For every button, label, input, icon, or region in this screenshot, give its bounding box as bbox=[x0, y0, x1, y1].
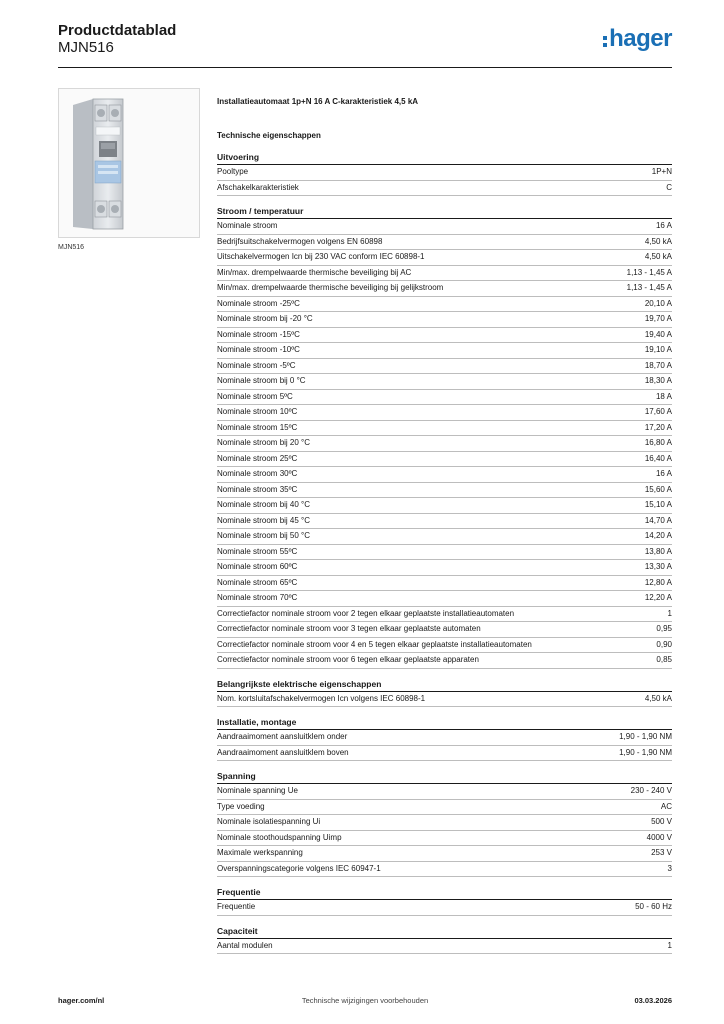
spec-value: 16 A bbox=[655, 469, 672, 478]
spec-value: 50 - 60 Hz bbox=[635, 902, 672, 911]
spec-value: 4000 V bbox=[646, 832, 672, 842]
spec-label: Nominale stroom 70ºC bbox=[217, 593, 298, 602]
spec-value: 12,20 A bbox=[644, 593, 672, 602]
spec-label: Nominale stroom -5ºC bbox=[217, 360, 296, 370]
spec-label: Nominale stroom bij -20 °C bbox=[217, 314, 313, 323]
spec-section bbox=[217, 925, 672, 955]
spec-row bbox=[217, 900, 672, 916]
spec-label: Nominale stroom 10ºC bbox=[217, 407, 298, 416]
spec-value: 16 A bbox=[655, 221, 672, 230]
spec-section bbox=[217, 678, 672, 708]
spec-section bbox=[217, 770, 672, 877]
spec-value: 13,30 A bbox=[644, 562, 672, 571]
spec-row bbox=[217, 181, 672, 197]
spec-row bbox=[217, 746, 672, 762]
spec-label: Correctiefactor nominale stroom voor 6 tegen elkaar geplaatste apparaten bbox=[217, 655, 479, 664]
spec-label: Type voeding bbox=[217, 801, 265, 811]
spec-row bbox=[217, 297, 672, 313]
spec-row bbox=[217, 529, 672, 545]
spec-row bbox=[217, 815, 672, 831]
spec-label: Nominale stroom bij 50 °C bbox=[217, 531, 311, 540]
spec-label: Nominale stroom -15ºC bbox=[217, 329, 300, 339]
spec-value: 500 V bbox=[651, 817, 672, 826]
spec-row bbox=[217, 219, 672, 235]
spec-label: Nominale spanning Ue bbox=[217, 786, 298, 795]
spec-row bbox=[217, 730, 672, 746]
spec-label: Nom. kortsluitafschakelvermogen Icn volgens IEC 60898-1 bbox=[217, 693, 426, 703]
spec-row bbox=[217, 235, 672, 251]
spec-row bbox=[217, 281, 672, 297]
spec-value: 4,50 kA bbox=[644, 236, 672, 246]
spec-value: 4,50 kA bbox=[644, 693, 672, 703]
page-footer bbox=[58, 996, 672, 1008]
spec-value: C bbox=[666, 182, 672, 192]
spec-row bbox=[217, 653, 672, 669]
spec-row bbox=[217, 328, 672, 344]
spec-label: Nominale stroom -25ºC bbox=[217, 298, 300, 308]
spec-row bbox=[217, 312, 672, 328]
spec-row bbox=[217, 467, 672, 483]
spec-label: Pooltype bbox=[217, 167, 249, 176]
spec-row bbox=[217, 250, 672, 266]
footer-website-link[interactable]: hager.com/nl bbox=[58, 996, 105, 1005]
spec-row bbox=[217, 436, 672, 452]
spec-value: 16,80 A bbox=[644, 438, 672, 447]
spec-value: 17,60 A bbox=[644, 407, 672, 416]
spec-label: Bedrijfsuitschakelvermogen volgens EN 60898 bbox=[217, 236, 383, 246]
spec-value: 1,13 - 1,45 A bbox=[626, 267, 672, 277]
spec-row bbox=[217, 939, 672, 955]
spec-value: 17,20 A bbox=[644, 422, 672, 432]
spec-label: Nominale stroom bbox=[217, 221, 278, 230]
spec-label: Aandraaimoment aansluitklem boven bbox=[217, 747, 349, 757]
product-image bbox=[58, 88, 200, 238]
spec-label: Nominale stroom bij 20 °C bbox=[217, 438, 311, 447]
product-code: MJN516 bbox=[58, 39, 114, 56]
section-title: Uitvoering bbox=[217, 151, 672, 165]
spec-value: 253 V bbox=[651, 848, 672, 857]
spec-label: Nominale stroom 5ºC bbox=[217, 391, 293, 401]
spec-row bbox=[217, 405, 672, 421]
spec-value: 3 bbox=[667, 863, 672, 873]
page-header bbox=[58, 22, 672, 68]
spec-label: Min/max. drempelwaarde thermische beveiliging bij AC bbox=[217, 267, 412, 277]
spec-row bbox=[217, 514, 672, 530]
spec-value: 12,80 A bbox=[644, 577, 672, 587]
spec-value: 18 A bbox=[655, 391, 672, 401]
spec-row bbox=[217, 846, 672, 862]
spec-row bbox=[217, 374, 672, 390]
spec-value: 1,90 - 1,90 NM bbox=[619, 732, 672, 741]
spec-section bbox=[217, 205, 672, 669]
spec-label: Nominale stroom -10ºC bbox=[217, 345, 300, 354]
spec-value: 0,85 bbox=[656, 655, 672, 664]
spec-row bbox=[217, 638, 672, 654]
spec-label: Nominale stroom 30ºC bbox=[217, 469, 298, 478]
section-title: Stroom / temperatuur bbox=[217, 205, 672, 219]
spec-label: Nominale stroom 15ºC bbox=[217, 422, 298, 432]
spec-label: Correctiefactor nominale stroom voor 2 tegen elkaar geplaatste installatieautomaten bbox=[217, 608, 515, 618]
spec-row bbox=[217, 591, 672, 607]
spec-row bbox=[217, 831, 672, 847]
spec-label: Nominale stroom 65ºC bbox=[217, 577, 298, 587]
section-title: Capaciteit bbox=[217, 925, 672, 939]
spec-row bbox=[217, 692, 672, 708]
spec-value: 4,50 kA bbox=[644, 252, 672, 261]
header-divider bbox=[58, 67, 672, 68]
spec-value: 15,10 A bbox=[644, 500, 672, 509]
spec-row bbox=[217, 560, 672, 576]
section-title: Spanning bbox=[217, 770, 672, 784]
spec-label: Nominale stroom bij 40 °C bbox=[217, 500, 311, 509]
spec-row bbox=[217, 266, 672, 282]
spec-row bbox=[217, 784, 672, 800]
spec-label: Nominale stroom bij 45 °C bbox=[217, 515, 311, 525]
footer-disclaimer: Technische wijzigingen voorbehouden bbox=[301, 996, 429, 1005]
spec-value: 1,90 - 1,90 NM bbox=[619, 747, 672, 757]
spec-label: Nominale stroom 55ºC bbox=[217, 546, 298, 556]
footer-date: 03.03.2026 bbox=[634, 996, 672, 1005]
spec-section bbox=[217, 716, 672, 761]
spec-value: AC bbox=[660, 801, 672, 811]
spec-value: 18,30 A bbox=[644, 376, 672, 385]
spec-row bbox=[217, 607, 672, 623]
spec-row bbox=[217, 800, 672, 816]
spec-label: Aantal modulen bbox=[217, 940, 273, 950]
spec-label: Nominale stroom bij 0 °C bbox=[217, 376, 306, 385]
spec-label: Uitschakelvermogen Icn bij 230 VAC conform IEC 60898-1 bbox=[217, 252, 425, 261]
spec-value: 14,20 A bbox=[644, 531, 672, 540]
spec-label: Aandraaimoment aansluitklem onder bbox=[217, 732, 348, 741]
spec-label: Correctiefactor nominale stroom voor 4 en 5 tegen elkaar geplaatste installatieautomaten bbox=[217, 639, 532, 649]
spec-label: Afschakelkarakteristiek bbox=[217, 182, 299, 192]
spec-value: 18,70 A bbox=[644, 360, 672, 370]
logo-colon-icon bbox=[603, 36, 607, 47]
spec-value: 14,70 A bbox=[644, 515, 672, 525]
spec-row bbox=[217, 390, 672, 406]
section-title: Belangrijkste elektrische eigenschappen bbox=[217, 678, 672, 692]
product-description: Installatieautomaat 1p+N 16 A C-karakteristiek 4,5 kA bbox=[217, 97, 419, 106]
spec-value: 20,10 A bbox=[644, 298, 672, 308]
spec-label: Overspanningscategorie volgens IEC 60947-1 bbox=[217, 863, 381, 873]
spec-row bbox=[217, 576, 672, 592]
spec-value: 1 bbox=[667, 608, 672, 618]
spec-label: Nominale stroom 25ºC bbox=[217, 453, 298, 463]
spec-row bbox=[217, 498, 672, 514]
spec-label: Correctiefactor nominale stroom voor 3 tegen elkaar geplaatste automaten bbox=[217, 624, 481, 633]
spec-value: 0,95 bbox=[656, 624, 672, 633]
logo-text: hager bbox=[609, 25, 672, 52]
spec-value: 19,70 A bbox=[644, 314, 672, 323]
spec-value: 19,40 A bbox=[644, 329, 672, 339]
spec-row bbox=[217, 545, 672, 561]
spec-content bbox=[217, 96, 672, 954]
spec-label: Nominale isolatiespanning Ui bbox=[217, 817, 321, 826]
spec-label: Min/max. drempelwaarde thermische beveiliging bij gelijkstroom bbox=[217, 283, 444, 292]
spec-value: 16,40 A bbox=[644, 453, 672, 463]
spec-label: Frequentie bbox=[217, 902, 256, 911]
section-title: Installatie, montage bbox=[217, 716, 672, 730]
spec-value: 1P+N bbox=[651, 167, 672, 176]
spec-label: Maximale werkspanning bbox=[217, 848, 303, 857]
spec-row bbox=[217, 359, 672, 375]
spec-section bbox=[217, 886, 672, 916]
spec-value: 15,60 A bbox=[644, 484, 672, 494]
spec-value: 230 - 240 V bbox=[630, 786, 672, 795]
spec-value: 1,13 - 1,45 A bbox=[626, 283, 672, 292]
hager-logo bbox=[603, 26, 672, 52]
spec-value: 0,90 bbox=[656, 639, 672, 649]
circuit-breaker-image bbox=[59, 89, 199, 237]
page-title: Productdatablad bbox=[58, 22, 177, 39]
section-title: Frequentie bbox=[217, 886, 672, 900]
spec-value: 19,10 A bbox=[644, 345, 672, 354]
tech-heading: Technische eigenschappen bbox=[217, 131, 321, 140]
spec-sections bbox=[217, 151, 672, 954]
spec-label: Nominale stoothoudspanning Uimp bbox=[217, 832, 342, 842]
image-caption: MJN516 bbox=[58, 244, 85, 251]
spec-label: Nominale stroom 60ºC bbox=[217, 562, 298, 571]
spec-row bbox=[217, 165, 672, 181]
spec-row bbox=[217, 343, 672, 359]
spec-row bbox=[217, 622, 672, 638]
spec-row bbox=[217, 483, 672, 499]
spec-section bbox=[217, 151, 672, 196]
spec-value: 13,80 A bbox=[644, 546, 672, 556]
spec-value: 1 bbox=[667, 940, 672, 950]
spec-label: Nominale stroom 35ºC bbox=[217, 484, 298, 494]
spec-row bbox=[217, 452, 672, 468]
spec-row bbox=[217, 421, 672, 437]
spec-row bbox=[217, 862, 672, 878]
